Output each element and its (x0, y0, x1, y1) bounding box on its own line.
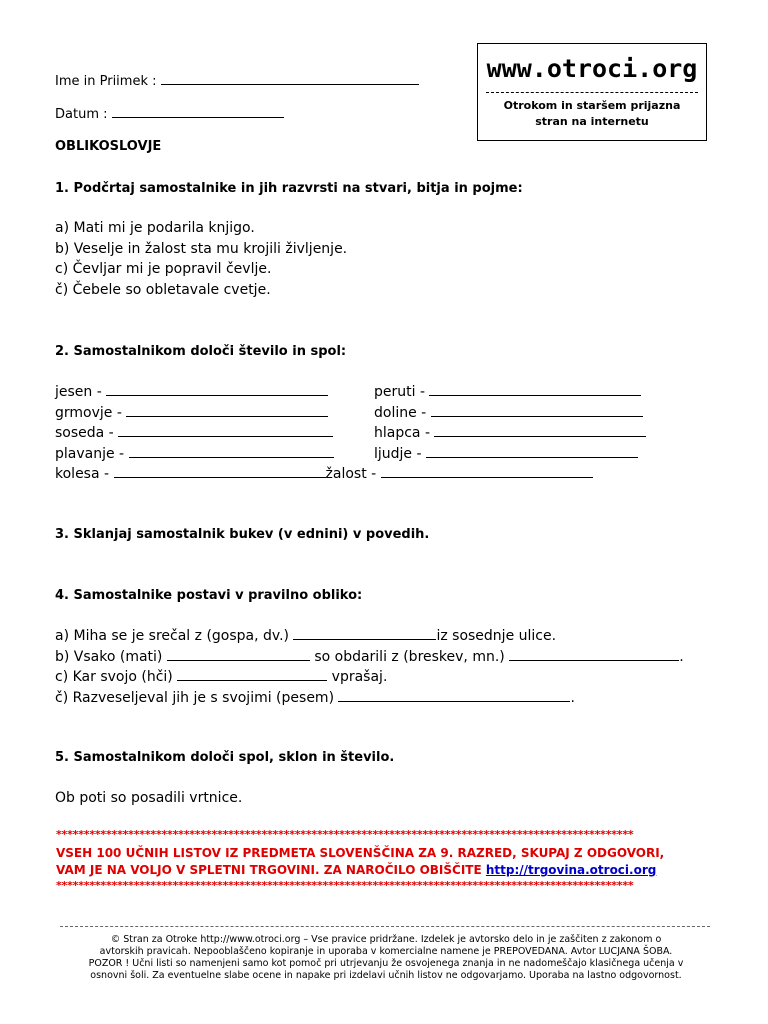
task4-item-d (55, 689, 575, 706)
task2-word: soseda - (55, 425, 114, 441)
promo-line-1: VSEH 100 UČNIH LISTOV IZ PREDMETA SLOVENŠČINA ZA 9. RAZRED, SKUPAJ Z ODGOVORI, (56, 846, 665, 860)
answer-blank[interactable] (177, 668, 327, 681)
task2-row (55, 383, 328, 400)
task2-row (374, 404, 643, 421)
task4-text: b) Vsako (mati) (55, 649, 163, 665)
copyright-footer (56, 934, 716, 982)
task4-text: . (570, 690, 575, 706)
task4-item-a (55, 627, 556, 644)
task4-text: so obdarili z (breskev, mn.) (314, 649, 505, 665)
task5-sentence: Ob poti so posadili vrtnice. (55, 790, 243, 806)
promo-text: VAM JE NA VOLJO V SPLETNI TRGOVINI. ZA NAROČILO OBIŠČITE (56, 863, 482, 877)
date-field-row (55, 105, 284, 122)
name-blank[interactable] (161, 72, 419, 85)
answer-blank[interactable] (426, 445, 638, 458)
task2-word: peruti - (374, 384, 426, 400)
task4-item-b (55, 648, 684, 665)
answer-blank[interactable] (114, 465, 326, 478)
date-label: Datum : (55, 107, 108, 122)
name-label: Ime in Priimek : (55, 74, 157, 89)
task2-word: kolesa - (55, 466, 110, 482)
task2-word: hlapca - (374, 425, 431, 441)
task2-row (374, 445, 638, 462)
task2-word: plavanje - (55, 446, 125, 462)
task4-text: vprašaj. (331, 669, 388, 685)
shop-link[interactable]: http://trgovina.otroci.org (485, 863, 657, 877)
answer-blank[interactable] (434, 424, 646, 437)
answer-blank[interactable] (167, 648, 310, 661)
task2-word: grmovje - (55, 405, 122, 421)
task1-item: c) Čevljar mi je popravil čevlje. (55, 261, 272, 277)
site-tagline (478, 98, 706, 130)
task4-text: . (679, 649, 684, 665)
section-title: OBLIKOSLOVJE (55, 139, 162, 154)
answer-blank[interactable] (118, 424, 333, 437)
task1-item: a) Mati mi je podarila knjigo. (55, 220, 255, 236)
answer-blank[interactable] (381, 465, 593, 478)
task4-text: č) Razveseljeval jih je s svojimi (pesem) (55, 690, 335, 706)
answer-blank[interactable] (509, 648, 679, 661)
footer-line: osnovni šoli. Za eventuelne slabe ocene in napake pri izdelavi učnih listov ne odgovarjamo. Uporaba na lastno odgovornost. (90, 970, 682, 981)
task2-heading: 2. Samostalnikom določi število in spol: (55, 344, 347, 359)
site-logo-title: www.otroci.org (486, 54, 698, 83)
task4-text: c) Kar svojo (hči) (55, 669, 173, 685)
tagline-line-2: stran na internetu (535, 115, 649, 128)
promo-line-2 (56, 863, 656, 877)
task4-text: a) Miha se je srečal z (gospa, dv.) (55, 628, 290, 644)
task1-heading: 1. Podčrtaj samostalnike in jih razvrsti na stvari, bitja in pojme: (55, 181, 523, 196)
promo-stars-top: ******************************************************************************************************** (56, 828, 634, 841)
tagline-line-1: Otrokom in staršem prijazna (503, 99, 681, 112)
footer-line: avtorskih pravicah. Nepooblaščeno kopiranje in uporaba v komercialne namene je PREPOVEDANA. Avtor LUCJANA ŠOBA. (99, 946, 673, 957)
task2-word: ljudje - (374, 446, 422, 462)
task3-heading: 3. Sklanjaj samostalnik bukev (v ednini) v povedih. (55, 527, 430, 542)
footer-line: POZOR ! Učni listi so namenjeni samo kot pomoč pri utrjevanju že osvojenega znanja in ne nadomeščajo klasičnega učenja v (88, 958, 684, 969)
task2-row (55, 465, 593, 482)
task2-word: jesen - (55, 384, 102, 400)
answer-blank[interactable] (106, 383, 328, 396)
logo-divider (486, 92, 698, 93)
task5-heading: 5. Samostalnikom določi spol, sklon in število. (55, 750, 395, 765)
date-blank[interactable] (112, 105, 284, 118)
task1-item: b) Veselje in žalost sta mu krojili življenje. (55, 241, 348, 257)
task2-row (374, 383, 641, 400)
name-field-row (55, 72, 419, 89)
promo-stars-bottom: ******************************************************************************************************** (56, 879, 634, 892)
task2-row (55, 424, 333, 441)
task4-text: iz sosednje ulice. (436, 628, 557, 644)
task1-item: č) Čebele so obletavale cvetje. (55, 282, 271, 298)
task2-row (55, 445, 334, 462)
task4-item-c (55, 668, 387, 685)
answer-blank[interactable] (338, 689, 570, 702)
task2-row (55, 404, 328, 421)
answer-blank[interactable] (129, 445, 334, 458)
answer-blank[interactable] (293, 627, 436, 640)
footer-line: © Stran za Otroke http://www.otroci.org – Vse pravice pridržane. Izdelek je avtorsko delo in je zaščiten z zakonom o (110, 934, 662, 945)
answer-blank[interactable] (431, 404, 643, 417)
site-logo-box (477, 43, 707, 141)
task2-row (374, 424, 646, 441)
answer-blank[interactable] (126, 404, 328, 417)
answer-blank[interactable] (429, 383, 641, 396)
task4-heading: 4. Samostalnike postavi v pravilno obliko: (55, 588, 363, 603)
task2-word: doline - (374, 405, 427, 421)
task2-word: žalost - (325, 466, 377, 482)
footer-divider (60, 926, 710, 927)
